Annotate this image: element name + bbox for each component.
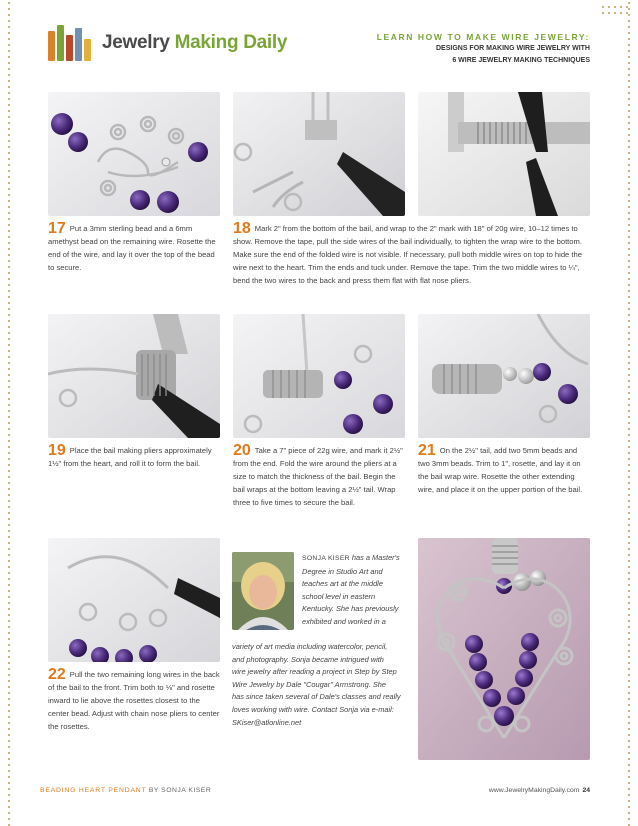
step-19-body: Place the bail making pliers approximately 1½" from the heart, and roll it to form the bail.: [48, 446, 212, 468]
bio-line-5: Kentucky. She has previously: [302, 604, 399, 614]
step-18-photo-a: [233, 92, 405, 216]
bio-line-2: Degree in Studio Art and: [302, 566, 383, 576]
author-bio-bottom: [232, 641, 412, 729]
footer-byline: BY SONJA KISER: [146, 787, 212, 794]
logo-word-making-daily: Making Daily: [174, 32, 288, 53]
step-21-number: 21: [418, 442, 436, 459]
article-kicker: LEARN HOW TO MAKE WIRE JEWELRY:: [376, 32, 590, 42]
step-20-text: [233, 444, 405, 509]
step-21-text: [418, 444, 590, 496]
finished-pendant-photo: [418, 538, 590, 760]
footer-url[interactable]: www.JewelryMakingDaily.com: [488, 787, 580, 794]
logo-word-jewelry: Jewelry: [102, 32, 170, 53]
bio-line-9: wire jewelry after reading a project in Step by Step: [232, 667, 397, 677]
dotted-border-left: [6, 0, 12, 826]
step-17-text: [48, 222, 220, 274]
bio-line-12: loves working with wire. Contact Sonja via e-mail:: [232, 704, 394, 714]
step-18-body: Mark 2" from the bottom of the bail, and wrap to the 2" mark with 18" of 20g wire, 10–12 times to show. Remove the tape, pull the side wires of the bail individually, to tighten the wrap wire to the bottom. Make sure the end of the folded wire is not visible. If necessary, pull both middle wires on top to hide the wire next to the heart. Trim the ends and tuck under. Remove the tape. Trim the two middle wires to ¼", bend the two wires to the back and press them flat with flat nose pliers.: [233, 224, 582, 285]
bio-line-11: has since taken several of Dale's classes and really: [232, 692, 401, 702]
step-21-body: On the 2½" tail, add two 5mm beads and two 3mm beads. Trim to 1", rosette, and lay it on the bail wrap wire. Rosette the other extending wire, and place it on the upper portion of the bail.: [418, 446, 583, 494]
step-20-body: Take a 7" piece of 22g wire, and mark it 2½" from the end. Fold the wire around the pliers at a size to match the thickness of the bail. Begin the bail wraps at the bottom leaving a 2½" tail. Wrap three to five times to secure the bail.: [233, 446, 403, 507]
step-21-photo: [418, 314, 590, 438]
footer-site: [489, 787, 590, 794]
step-19-photo: [48, 314, 220, 438]
article-header: [377, 32, 590, 66]
step-17-photo: [48, 92, 220, 216]
author-photo: [232, 552, 294, 630]
bio-line-6: exhibited and worked in a: [302, 616, 386, 626]
site-logo[interactable]: [48, 24, 287, 62]
footer-article-title: [40, 787, 211, 794]
bio-line-3: teaches art at the middle: [302, 579, 383, 589]
article-subtitle-line1: DESIGNS FOR MAKING WIRE JEWELRY WITH: [435, 45, 590, 52]
bio-line-7: variety of art media including watercolor, pencil,: [232, 642, 388, 651]
bio-line-8: and photography. Sonja became intrigued with: [232, 654, 384, 664]
logo-wordmark: [102, 32, 287, 54]
author-email[interactable]: SKiser@atlonline.net: [232, 717, 302, 727]
bio-line-4: school level in eastern: [302, 591, 376, 601]
page-number: 24: [582, 787, 590, 794]
step-20-photo: [233, 314, 405, 438]
step-22-text: [48, 668, 220, 733]
step-19-number: 19: [48, 442, 66, 459]
step-18-text: [233, 222, 590, 287]
article-subtitle-line2: 6 WIRE JEWELRY MAKING TECHNIQUES: [452, 57, 590, 64]
step-20-number: 20: [233, 442, 251, 459]
step-22-number: 22: [48, 666, 66, 683]
step-19-text: [48, 444, 220, 470]
dotted-border-right: [626, 0, 632, 826]
bio-line-10: Wire Jewelry by Dale "Cougar" Armstrong. She: [232, 679, 387, 689]
step-18-photo-b: [418, 92, 590, 216]
bio-line-1: has a Master's: [349, 553, 400, 562]
step-22-body: Pull the two remaining long wires in the back of the bail to the front. Trim both to ⅛" and rosette inward to lie above the rosettes closest to the center bead. Adjust with chain nose pliers to center the rosettes.: [48, 670, 220, 731]
dotted-border-corner: [600, 4, 630, 16]
author-name: SONJA KISER: [302, 555, 350, 562]
author-bio-top: [302, 552, 412, 629]
step-17-number: 17: [48, 220, 66, 237]
logo-icon: [48, 25, 96, 61]
footer-title: BEADING HEART PENDANT: [40, 787, 147, 794]
step-17-body: Put a 3mm sterling bead and a 6mm amethyst bead on the remaining wire. Rosette the end of the wire, and lay it over the top of the bead to secure.: [48, 224, 216, 272]
step-18-number: 18: [233, 220, 251, 237]
step-22-photo: [48, 538, 220, 662]
